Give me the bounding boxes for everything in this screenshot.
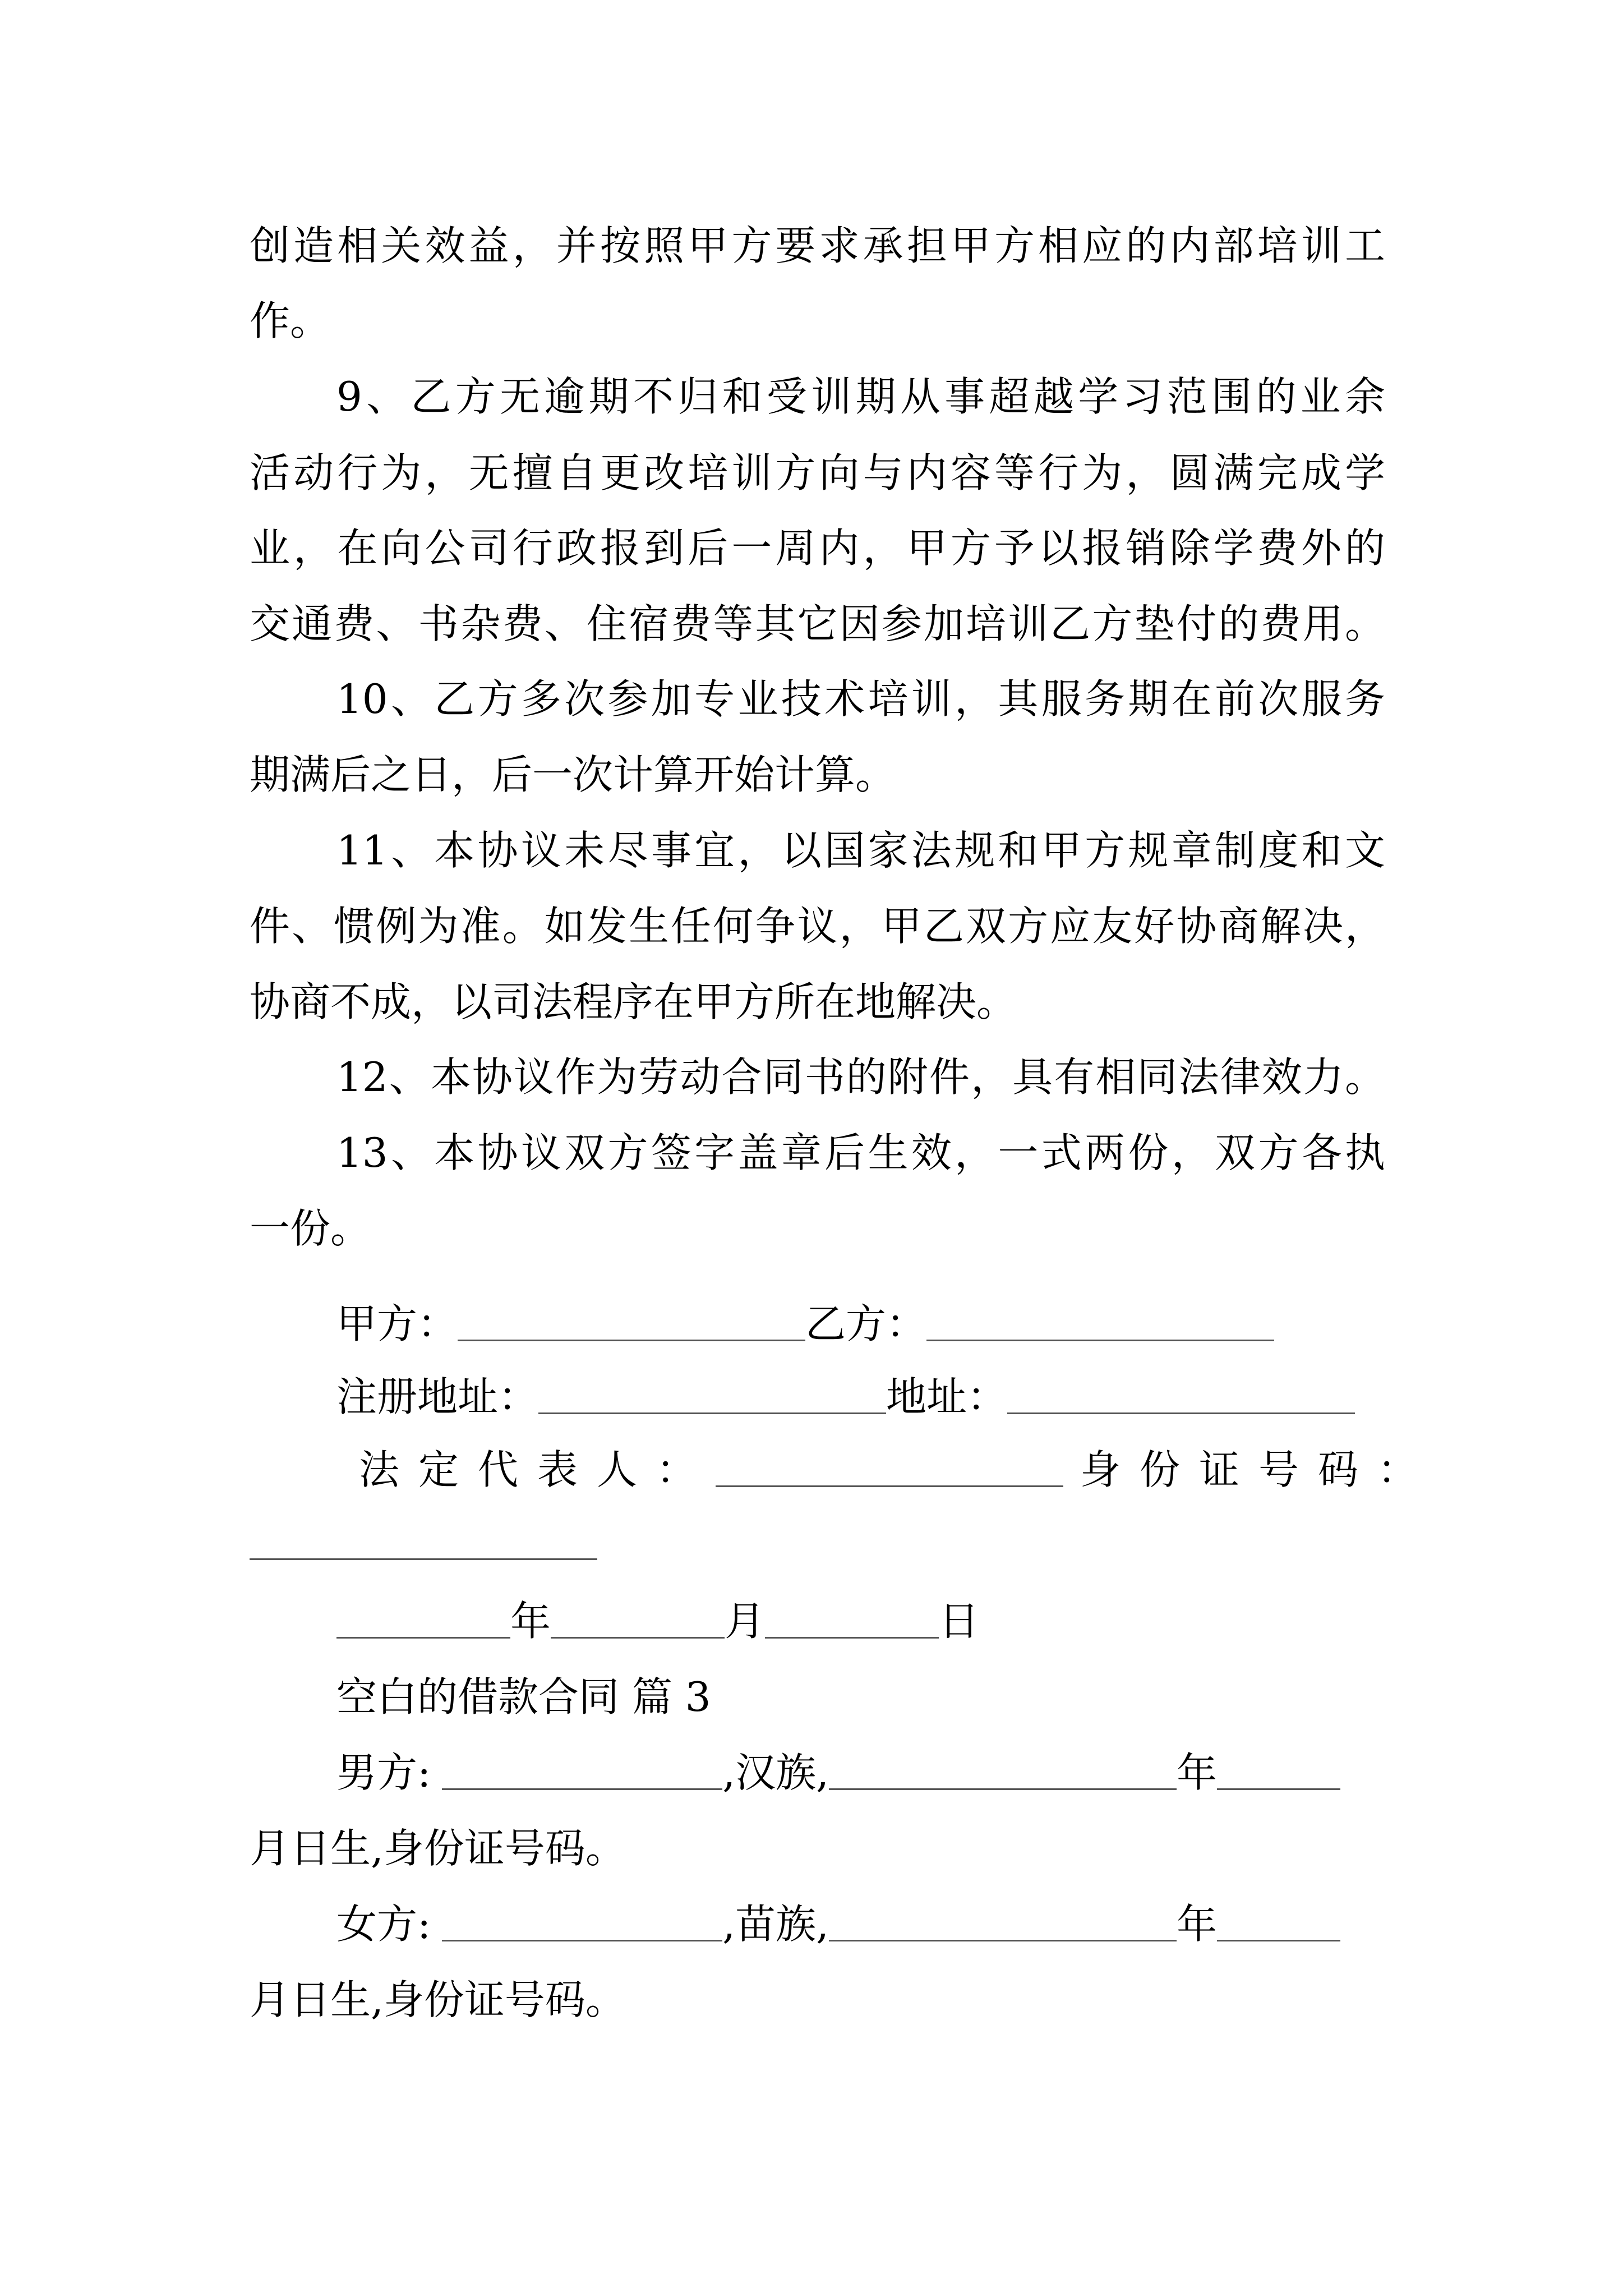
paragraph-9-line-4: 交通费、书杂费、住宿费等其它因参加培训乙方垫付的费用。 bbox=[250, 600, 1385, 647]
paragraph-11-line-3: 协商不成，以司法程序在甲方所在地解决。 bbox=[250, 978, 1017, 1025]
paragraph-10-line-1: 10、乙方多次参加专业技术培训，其服务期在前次服务 bbox=[336, 675, 1385, 723]
paragraph-9-line-1: 9、乙方无逾期不归和受训期从事超越学习范围的业余 bbox=[336, 373, 1385, 420]
address-line bbox=[336, 1369, 1385, 1425]
female-birth-month-blank[interactable] bbox=[1217, 1899, 1340, 1941]
paragraph-8-line-2: 作。 bbox=[250, 297, 331, 344]
id-number-blank[interactable] bbox=[250, 1518, 597, 1560]
paragraph-11-line-1: 11、本协议未尽事宜，以国家法规和甲方规章制度和文 bbox=[336, 827, 1385, 874]
female-ethnicity: ,苗族, bbox=[722, 1901, 829, 1948]
party-line bbox=[336, 1296, 1385, 1352]
legal-rep-line bbox=[359, 1442, 1437, 1498]
paragraph-13-line-1: 13、本协议双方签字盖章后生效，一式两份，双方各执 bbox=[336, 1129, 1385, 1176]
legal-rep-blank[interactable] bbox=[716, 1445, 1063, 1487]
male-name-blank[interactable] bbox=[442, 1748, 722, 1790]
female-birth-year-blank[interactable] bbox=[829, 1899, 1177, 1941]
paragraph-8-line-1: 创造相关效益，并按照甲方要求承担甲方相应的内部培训工 bbox=[250, 222, 1385, 269]
paragraph-13-line-2: 一份。 bbox=[250, 1205, 371, 1252]
party-b-label: 乙方： bbox=[805, 1300, 927, 1347]
reg-address-label: 注册地址： bbox=[336, 1373, 539, 1420]
month-label: 月 bbox=[725, 1598, 766, 1645]
day-blank[interactable] bbox=[765, 1596, 939, 1639]
male-birth-year-blank[interactable] bbox=[829, 1748, 1177, 1790]
female-line bbox=[336, 1896, 1385, 1952]
male-label: 男方: bbox=[336, 1749, 431, 1796]
year-blank[interactable] bbox=[336, 1596, 510, 1639]
legal-rep-label: 法定代表人： bbox=[359, 1446, 716, 1493]
paragraph-11-line-2: 件、惯例为准。如发生任何争议，甲乙双方应友好协商解决， bbox=[250, 903, 1385, 950]
paragraph-10-line-2: 期满后之日，后一次计算开始计算。 bbox=[250, 751, 896, 798]
paragraph-9-line-2: 活动行为，无擅自更改培训方向与内容等行为，圆满完成学 bbox=[250, 449, 1385, 496]
year-label: 年 bbox=[510, 1598, 551, 1645]
id-number-label: 身份证号码： bbox=[1080, 1446, 1437, 1493]
id-number-line bbox=[250, 1515, 1385, 1571]
male-year-label: 年 bbox=[1177, 1749, 1218, 1796]
party-a-label: 甲方： bbox=[336, 1300, 458, 1347]
male-birth-month-blank[interactable] bbox=[1217, 1748, 1340, 1790]
month-blank[interactable] bbox=[551, 1596, 725, 1639]
female-name-blank[interactable] bbox=[442, 1899, 722, 1941]
female-year-label: 年 bbox=[1177, 1901, 1218, 1948]
male-ethnicity: ,汉族, bbox=[722, 1749, 829, 1796]
party-b-blank[interactable] bbox=[926, 1299, 1274, 1341]
female-label: 女方: bbox=[336, 1901, 431, 1948]
date-line bbox=[336, 1593, 1385, 1649]
male-born-line: 月日生,身份证号码。 bbox=[250, 1825, 626, 1872]
party-a-blank[interactable] bbox=[458, 1299, 805, 1341]
address-blank[interactable] bbox=[1007, 1372, 1355, 1414]
section-title: 空白的借款合同 篇 3 bbox=[336, 1673, 711, 1720]
paragraph-9-line-3: 业，在向公司行政报到后一周内，甲方予以报销除学费外的 bbox=[250, 524, 1385, 572]
address-label: 地址： bbox=[886, 1373, 1008, 1420]
female-born-line: 月日生,身份证号码。 bbox=[250, 1976, 626, 2023]
reg-address-blank[interactable] bbox=[538, 1372, 886, 1414]
male-line bbox=[336, 1745, 1385, 1801]
paragraph-12-line-1: 12、本协议作为劳动合同书的附件，具有相同法律效力。 bbox=[336, 1053, 1385, 1101]
day-label: 日 bbox=[939, 1598, 980, 1645]
